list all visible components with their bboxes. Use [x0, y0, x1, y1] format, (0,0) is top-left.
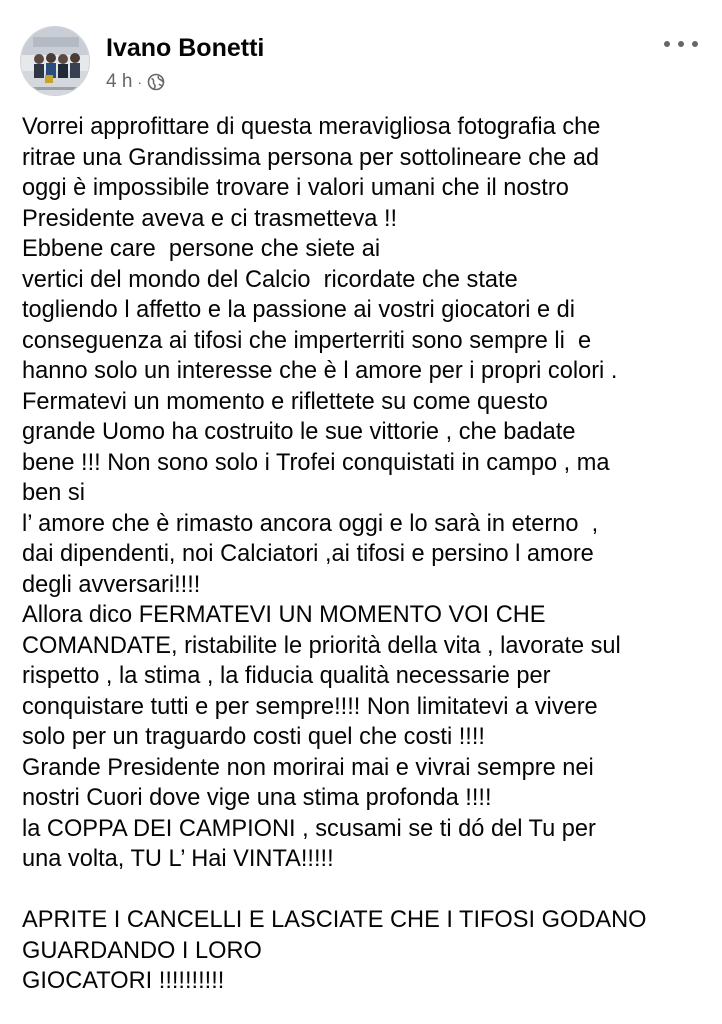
- post-header: [20, 26, 702, 100]
- post-text-line: una volta, TU L’ Hai VINTA!!!!!: [22, 846, 334, 872]
- post-text-line: solo per un traguardo costi quel che costi !!!!: [22, 724, 485, 750]
- post-text-line: nostri Cuori dove vige una stima profonda !!!!: [22, 785, 492, 811]
- post-text-line: Vorrei approfittare di questa meravigliosa fotografia che: [22, 114, 601, 140]
- post-text-line: APRITE I CANCELLI E LASCIATE CHE I TIFOSI GODANO: [22, 907, 647, 933]
- post-text-line: conseguenza ai tifosi che imperterriti sono sempre li e: [22, 327, 592, 354]
- post-text-line: dai dipendenti, noi Calciatori ,ai tifosi e persino l amore: [22, 541, 594, 567]
- post-text: [22, 112, 712, 997]
- post-text-line: [22, 875, 712, 906]
- post-text-line: rispetto , la stima , la fiducia qualità necessarie per: [22, 663, 551, 689]
- post-text-line: COMANDATE, ristabilite le priorità della vita , lavorate sul: [22, 632, 621, 659]
- more-dot: [664, 41, 670, 47]
- post-text-line: grande Uomo ha costruito le sue vittorie , che badate: [22, 419, 576, 445]
- globe-icon[interactable]: [147, 73, 165, 91]
- more-dot: [678, 41, 684, 47]
- post-text-line: conquistare tutti e per sempre!!!! Non limitatevi a vivere: [22, 693, 598, 720]
- avatar[interactable]: [20, 26, 90, 96]
- post-text-line: Fermatevi un momento e riflettete su come questo: [22, 388, 548, 415]
- meta-separator: ·: [137, 74, 143, 90]
- post-text-line: la COPPA DEI CAMPIONI , scusami se ti dó del Tu per: [22, 815, 596, 842]
- author-name[interactable]: Ivano Bonetti: [106, 34, 265, 62]
- post-text-line: l’ amore che è rimasto ancora oggi e lo sarà in eterno ,: [22, 510, 599, 537]
- post-text-line: GUARDANDO I LORO: [22, 937, 262, 964]
- post-text-line: togliendo l affetto e la passione ai vostri giocatori e di: [22, 297, 576, 323]
- post-text-line: oggi è impossibile trovare i valori umani che il nostro: [22, 175, 569, 201]
- post-text-line: Presidente aveva e ci trasmetteva !!: [22, 205, 398, 232]
- post-text-line: Ebbene care persone che siete ai: [22, 236, 381, 262]
- post-time[interactable]: 4 h: [106, 71, 133, 92]
- post-text-line: ben si: [22, 480, 85, 506]
- post-text-line: hanno solo un interesse che è l amore per i propri colori .: [22, 358, 618, 384]
- post-text-line: ritrae una Grandissima persona per sottolineare che ad: [22, 144, 600, 171]
- post-meta: [106, 70, 165, 94]
- post-text-line: Grande Presidente non morirai mai e vivrai sempre nei: [22, 754, 594, 781]
- more-dot: [692, 41, 698, 47]
- post-text-line: GIOCATORI !!!!!!!!!!: [22, 968, 225, 994]
- post-text-line: vertici del mondo del Calcio ricordate che state: [22, 266, 518, 293]
- post-text-line: degli avversari!!!!: [22, 571, 201, 598]
- post-text-line: bene !!! Non sono solo i Trofei conquistati in campo , ma: [22, 449, 610, 476]
- post-text-line: Allora dico FERMATEVI UN MOMENTO VOI CHE: [22, 602, 546, 628]
- more-options-icon[interactable]: [664, 32, 698, 56]
- avatar-photo-icon: [21, 27, 90, 96]
